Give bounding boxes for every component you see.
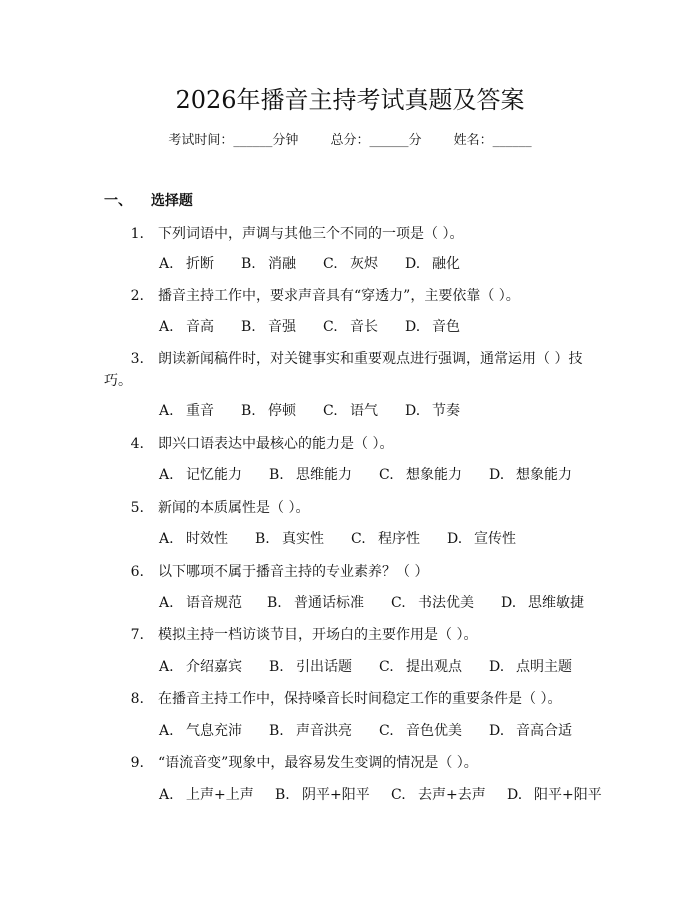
section-number: 一、 — [104, 193, 132, 209]
option-a[interactable]: A. 时效性 — [159, 531, 228, 547]
option-c[interactable]: C. 程序性 — [351, 531, 420, 547]
option-d[interactable]: D. 思维敏捷 — [501, 595, 584, 611]
option-a[interactable]: A. 气息充沛 — [159, 723, 242, 739]
option-d[interactable]: D. 点明主题 — [489, 659, 572, 675]
exam-name: 姓名：______ — [453, 133, 532, 148]
section-heading — [104, 191, 193, 211]
question-text: 模拟主持一档访谈节目，开场白的主要作用是（ ）。 — [158, 627, 478, 643]
question-1 — [104, 223, 604, 245]
question-text-continued: 巧。 — [104, 373, 132, 389]
option-d[interactable]: D. 节奏 — [405, 403, 460, 419]
option-c[interactable]: C. 音色优美 — [379, 723, 462, 739]
question-number: 2. — [130, 288, 144, 304]
option-c[interactable]: C. 语气 — [323, 403, 378, 419]
question-number: 7. — [130, 627, 144, 643]
option-c[interactable]: C. 灰烬 — [323, 256, 378, 272]
option-b[interactable]: B. 声音洪亮 — [269, 723, 352, 739]
question-3 — [104, 348, 584, 392]
option-a[interactable]: A. 上声+上声 — [159, 787, 254, 803]
option-c[interactable]: C. 去声+去声 — [391, 787, 486, 803]
question-text: 朗读新闻稿件时，对关键事实和重要观点进行强调，通常运用（ ）技 — [158, 351, 583, 367]
option-c[interactable]: C. 提出观点 — [379, 659, 462, 675]
question-number: 9. — [130, 755, 144, 771]
options-7 — [159, 656, 619, 678]
option-b[interactable]: B. 阴平+阳平 — [275, 787, 370, 803]
page-title: 2026年播音主持考试真题及答案 — [175, 86, 525, 114]
option-a[interactable]: A. 语音规范 — [159, 595, 242, 611]
option-c[interactable]: C. 想象能力 — [379, 467, 462, 483]
options-2 — [159, 316, 619, 338]
question-text: 在播音主持工作中，保持嗓音长时间稳定工作的重要条件是（ ）。 — [158, 691, 562, 707]
option-d[interactable]: D. 融化 — [405, 256, 460, 272]
options-9 — [159, 784, 619, 806]
question-number: 8. — [130, 691, 144, 707]
question-6 — [104, 561, 604, 583]
options-5 — [159, 528, 619, 550]
option-a[interactable]: A. 记忆能力 — [159, 467, 242, 483]
question-number: 3. — [130, 351, 144, 367]
options-8 — [159, 720, 619, 742]
question-number: 4. — [130, 436, 144, 452]
question-7 — [104, 624, 604, 646]
option-b[interactable]: B. 思维能力 — [269, 467, 352, 483]
question-8 — [104, 688, 624, 710]
option-c[interactable]: C. 音长 — [323, 319, 378, 335]
question-text: 新闻的本质属性是（ ）。 — [158, 500, 310, 516]
exam-info — [0, 131, 700, 151]
question-text: 即兴口语表达中最核心的能力是（ ）。 — [158, 436, 394, 452]
section-label: 选择题 — [150, 193, 193, 209]
options-6 — [159, 592, 619, 614]
option-a[interactable]: A. 重音 — [159, 403, 214, 419]
options-4 — [159, 464, 619, 486]
question-number: 1. — [130, 226, 144, 242]
options-1 — [159, 253, 619, 275]
option-d[interactable]: D. 想象能力 — [489, 467, 572, 483]
option-a[interactable]: A. 介绍嘉宾 — [159, 659, 242, 675]
question-text: 以下哪项不属于播音主持的专业素养？（ ） — [158, 564, 429, 580]
question-4 — [104, 433, 604, 455]
option-b[interactable]: B. 真实性 — [255, 531, 324, 547]
option-b[interactable]: B. 消融 — [241, 256, 296, 272]
option-d[interactable]: D. 阳平+阳平 — [507, 787, 602, 803]
question-text: 播音主持工作中，要求声音具有“穿透力”，主要依靠（ ）。 — [158, 288, 520, 304]
question-5 — [104, 497, 604, 519]
question-number: 6. — [130, 564, 144, 580]
option-b[interactable]: B. 停顿 — [241, 403, 296, 419]
option-a[interactable]: A. 音高 — [159, 319, 214, 335]
option-c[interactable]: C. 书法优美 — [391, 595, 474, 611]
option-d[interactable]: D. 宣传性 — [447, 531, 516, 547]
exam-score: 总分：______分 — [330, 133, 422, 148]
question-text: 下列词语中，声调与其他三个不同的一项是（ ）。 — [158, 226, 464, 242]
exam-time: 考试时间：______分钟 — [168, 133, 299, 148]
option-b[interactable]: B. 普通话标准 — [267, 595, 364, 611]
question-number: 5. — [130, 500, 144, 516]
options-3 — [159, 400, 619, 422]
question-text: “语流音变”现象中，最容易发生变调的情况是（ ）。 — [158, 755, 478, 771]
option-d[interactable]: D. 音高合适 — [489, 723, 572, 739]
option-d[interactable]: D. 音色 — [405, 319, 460, 335]
option-a[interactable]: A. 折断 — [159, 256, 214, 272]
question-9 — [104, 752, 604, 774]
question-2 — [104, 285, 604, 307]
option-b[interactable]: B. 引出话题 — [269, 659, 352, 675]
option-b[interactable]: B. 音强 — [241, 319, 296, 335]
